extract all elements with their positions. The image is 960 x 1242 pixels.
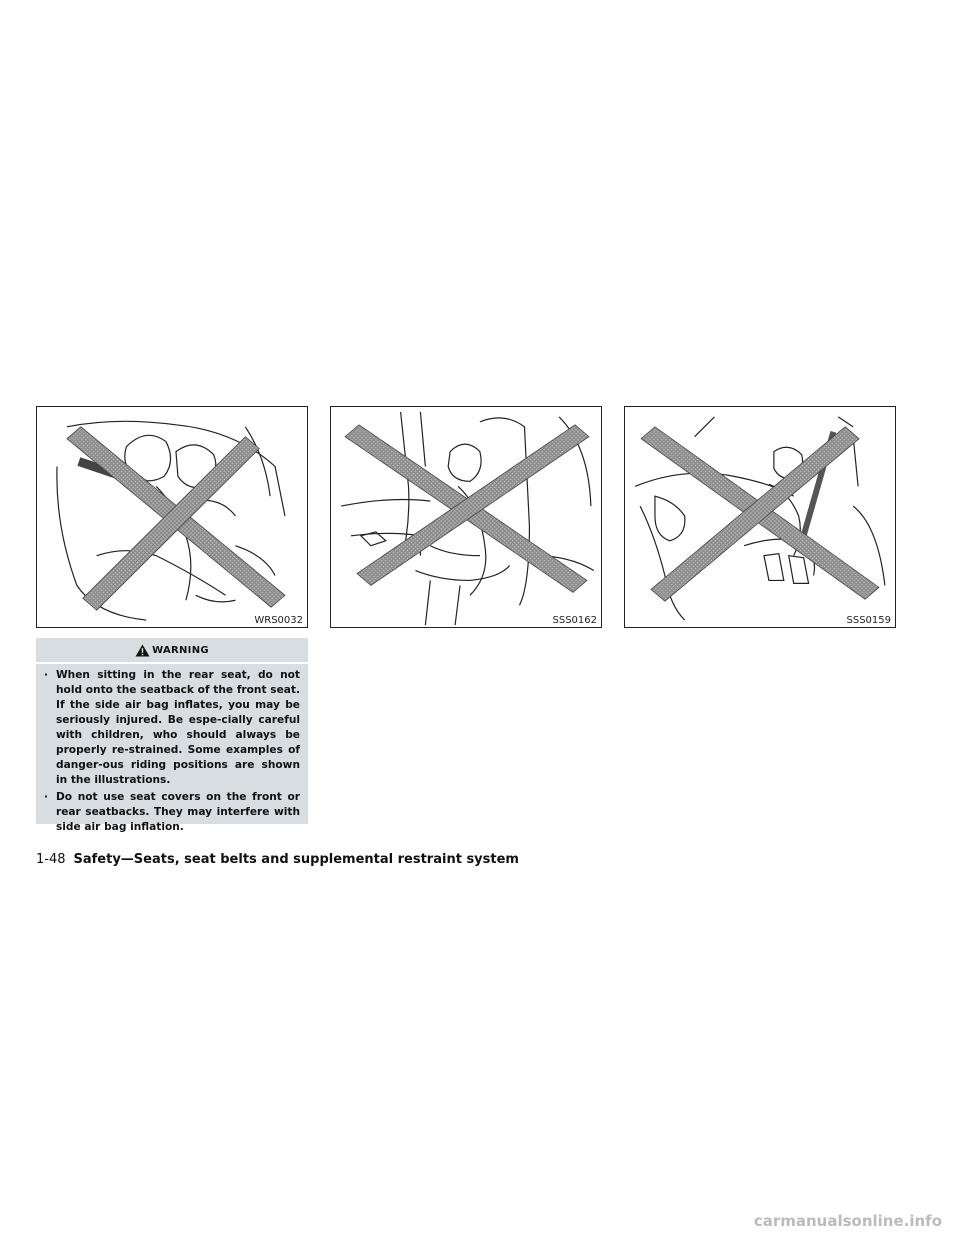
bullet: · — [44, 669, 49, 681]
warning-item — [44, 668, 300, 788]
watermark-text: carmanualsonline.info — [753, 1212, 942, 1230]
warning-box — [36, 638, 308, 833]
figure-code: SSS0159 — [846, 615, 891, 626]
warning-title: WARNING — [152, 644, 209, 656]
page-number: 1-48 — [36, 852, 66, 867]
figure-code: SSS0162 — [552, 615, 597, 626]
warning-header — [36, 638, 308, 664]
illustration-rear-passenger-holding-seatback — [36, 406, 308, 628]
prohibited-cross-illustration-1 — [37, 407, 307, 627]
prohibited-cross-illustration-3 — [625, 407, 895, 627]
warning-triangle-icon — [135, 644, 150, 657]
page-footer — [36, 852, 519, 867]
warning-item-text: Do not use seat covers on the front or rear seatbacks. They may interfere with side air bag inflation. — [56, 791, 300, 833]
section-title: Safety—Seats, seat belts and supplemental restraint system — [73, 852, 519, 867]
warning-item — [44, 790, 300, 835]
bullet: · — [44, 791, 49, 803]
warning-list — [36, 664, 308, 835]
warning-item-text: When sitting in the rear seat, do not hold onto the seatback of the front seat. If the side air bag inflates, you may be seriously injured. Be espe-cially careful with children, who should always be properly re-strained. Some examples of danger-ous riding positions are shown in the illustrations. — [56, 669, 300, 786]
figure-code: WRS0032 — [254, 615, 303, 626]
illustration-child-improperly-seated — [330, 406, 602, 628]
illustration-occupant-leaning-improperly — [624, 406, 896, 628]
prohibited-cross-illustration-2 — [331, 407, 601, 627]
